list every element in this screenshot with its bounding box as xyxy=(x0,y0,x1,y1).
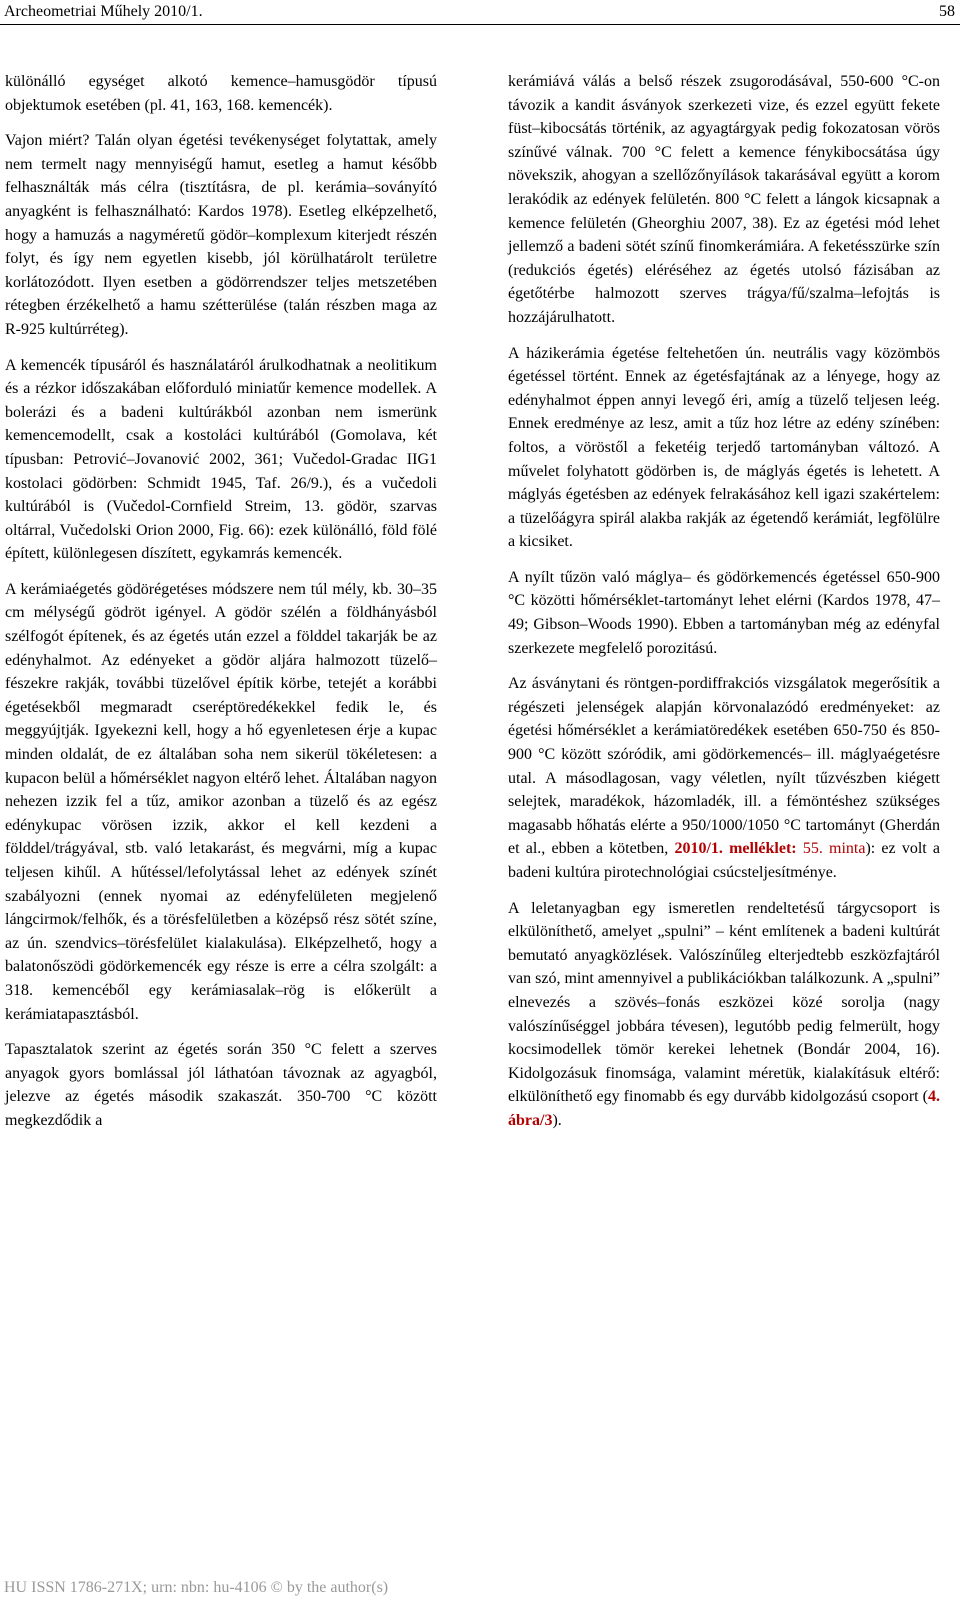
sample-reference-link[interactable]: 55. minta xyxy=(796,840,866,858)
paragraph xyxy=(508,672,940,884)
journal-title: Archeometriai Műhely 2010/1. xyxy=(4,3,203,20)
paragraph-text: Az ásványtani és röntgen-pordiffrakciós vizsgálatok megerősítik a régészeti jelenségek alapján körvonalazódó eredményeket: az égetési hőmérséklet a kerámiatöredékek esetében 650-750 és 850-900 °C között szóródik, ami gödörkemencés– ill. máglyaégetésre utal. A másodlagosan, vagy véletlen, nyílt tűzvészben kiégett selejtek, maradékok, házomladék, ill. a fémöntéshez szükséges magasabb hőhatás elérte a 950/1000/1050 °C tartományt (Gherdán et al., ebben a kötetben, xyxy=(508,675,940,858)
paragraph: A kerámiaégetés gödörégetéses módszere nem túl mély, kb. 30–35 cm mélységű gödröt igényel. A gödör szélén a földhányásból szélfogót építenek, és az égetés után ezzel a földdel takarják be az edényhalmot. Az edényeket a gödör aljára halmozott tüzelő–fészekre rakják, további tüzelővel építik körbe, tetejét a korábbi égetésekből megmaradt cseréptöredékekkel fedik le, és meggyújtják. Igyekezni kell, hogy a hő egyenletesen érje a kupac minden oldalát, de ez általában soha nem sikerül tökéletesen: a kupacon belül a hőmérséklet nagyon eltérő lehet. Általában nagyon nehezen izzik fel a tűz, amikor azonban a tüzelő és az egész edénykupac vörösen izzik, akkor el kell kezdeni a földdel/trágyával, stb. való letakarást, és megvárni, míg a kupac teljesen kihűl. A hűtéssel/lefolytással lehet az edények színét szabályozni (ennek nyomai az edényfelületen megjelenő lángcirmok/felhők, és a törésfelületben a középső rész sötét színe, az ún. szendvics–törésfelület kialakulása). Elképzelhető, hogy a balatonőszödi gödörkemencék egy része is erre a célra szolgált: a 318. kemencéből egy kerámiasalak–rög is előkerült a kerámiatapasztásból. xyxy=(5,580,437,1023)
right-column xyxy=(508,70,940,1145)
paragraph: különálló egységet alkotó kemence–hamusgödör típusú objektumok esetében (pl. 41, 163, 168. kemencék). xyxy=(5,73,437,114)
paragraph xyxy=(508,897,940,1133)
left-column xyxy=(5,70,437,1145)
paragraph: Vajon miért? Talán olyan égetési tevékenységet folytattak, amely nem termelt nagy mennyiségű hamut, esetleg a hamut később felhasználták más célra (tisztításra, de pl. kerámia–soványító anyagként is felhasználható: Kardos 1978). Esetleg elképzelhető, hogy a hamuzás a nagyméretű gödör–komplexum kiterjedt részén folyt, és így nem egyetlen kisebb, jól körülhatárolt területre korlátozódott. Ilyen esetben a gödörrendszer teljes metszetében rétegben érzékelhető a hamu szétterülése (talán részben maga az R-925 kultúrréteg). xyxy=(5,132,437,338)
paragraph: A kemencék típusáról és használatáról árulkodhatnak a neolitikum és a rézkor időszakában előforduló miniatűr kemence modellek. A bolerázi és a badeni kultúrákból azonban nem ismerünk kemencemodellt, csak a kostoláci kultúrából (Gomolava, két típusban: Petrović–Jovanović 2002, 361; Vučedol-Gradac IIG1 kostolaci gödörben: Schmidt 1945, Taf. 26/9.), és a vučedoli kultúrából is (Vučedol-Cornfield Streim, 13. gödör, szarvas oltárral, Vučedolski Orion 2000, Fig. 66): ezek különálló, föld fölé épített, különlegesen díszített, egykamrás kemencék. xyxy=(5,356,437,563)
paragraph: Tapasztalatok szerint az égetés során 350 °C felett a szerves anyagok gyors bomlással jól láthatóan távoznak az agyagból, jelezve az égetés második szakaszát. 350-700 °C között megkezdődik a xyxy=(5,1041,437,1129)
paragraph-text: A leletanyagban egy ismeretlen rendeltetésű tárgycsoport is elkülöníthető, amelyet „spulni” – ként említenek a badeni kultúrát bemutató anyagközlések. Valószínűleg elterjedtebb eszközfajtáról van szó, mint amennyivel a publikációkban találkozunk. A „spulni” elnevezés a szövés–fonás eszközei közé sorolja (nagy valószínűséggel jobbára tévesen), legutóbb pedig felmerült, hogy kocsimodellek tömör kerekei lehetnek (Bondár 2004, 16). Kidolgozásuk finomsága, valamint méretük, kialakításuk eltérő: elkülöníthető egy finomabb és egy durvább kidolgozású csoport ( xyxy=(508,899,940,1106)
paragraph: A házikerámia égetése feltehetően ún. neutrális vagy közömbös égetéssel történt. Ennek az égetésfajtának az a lényege, hogy az edényhalmot éppen annyi levegő éri, amíg a tüzelő teljesen leég. Ennek eredménye az lesz, amit a tűz hoz létre az edény színében: foltos, a vöröstől a feketéig terjedő tartományban változó. A művelet folyhatott gödörben is, de máglyás égetés is lehetett. A máglyás égetésben az edények felrakásához kell igazi szakértelem: a tüzelőágyra spirál alakba rakják az égetendő kerámiát, legfölülre a kicsiket. xyxy=(508,344,940,551)
paragraph: kerámiává válás a belső részek zsugorodásával, 550-600 °C-on távozik a kandit ásványok szerkezeti vize, és ezzel együtt fekete füst–kibocsátás történik, az agyagtárgyak pedig fokozatosan vörös színűvé válnak. 700 °C felett a kemence fénykibocsátása úgy növekszik, ahogyan a szellőzőnyílások takarásával együtt a korom lerakódik az edények felületén. 800 °C felett a lángok kicsapnak a kemence felületén (Gheorghiu 2007, 38). Ez az égetési mód lehet jellemző a badeni sötét színű finomkerámiára. A feketésszürke szín (redukciós égetés) eléréséhez az égetés utolsó fázisában az égetőtérbe halmozott szerves trágya/fű/szalma–lefojtás is hozzájárulhatott. xyxy=(508,73,940,326)
paragraph: A nyílt tűzön való máglya– és gödörkemencés égetéssel 650-900 °C közötti hőmérséklet-tartományt lehet elérni (Kardos 1978, 47–49; Gibson–Woods 1990). Ebben a tartományban még az edényfal szerkezete megfelelő porozitású. xyxy=(508,568,940,657)
header-rule xyxy=(0,24,960,25)
appendix-reference-link[interactable]: 2010/1. melléklet: xyxy=(674,840,797,858)
paragraph-text: ): ez volt a badeni kultúra pirotechnológiai csúcsteljesítménye. xyxy=(508,840,941,881)
page-number: 58 xyxy=(939,3,955,20)
running-header xyxy=(0,0,960,26)
figure-reference-link[interactable]: 4. ábra/3 xyxy=(508,1088,940,1129)
paragraph-text: ). xyxy=(552,1111,562,1129)
page-footer: HU ISSN 1786-271X; urn: nbn: hu-4106 © by the author(s) xyxy=(4,1579,389,1596)
